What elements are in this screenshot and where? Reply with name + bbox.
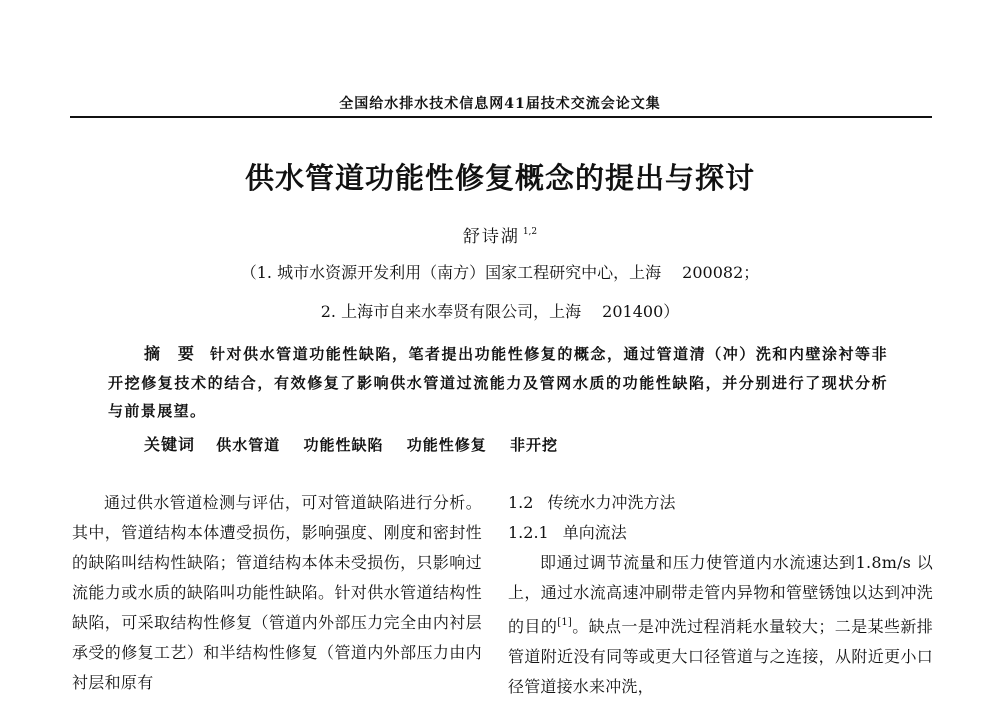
affiliation-1: （1. 城市水资源开发利用（南方）国家工程研究中心，上海 200082； <box>240 263 760 282</box>
author-name: 舒诗湖 <box>462 227 520 247</box>
abstract-text: 针对供水管道功能性缺陷，笔者提出功能性修复的概念，通过管道清（冲）洗和内壁涂衬等非开挖修复技术的结合，有效修复了影响供水管道过流能力及管网水质的功能性缺陷，并分别进行了现状分析与前景展望。 <box>108 345 889 420</box>
body-column-right <box>508 488 933 702</box>
body-paragraph <box>508 548 933 702</box>
keywords-label: 关键词 <box>144 435 196 454</box>
keyword-item: 供水管道 <box>216 436 281 454</box>
subsection-number: 1.2.1 <box>508 523 549 542</box>
paragraph-text: 即通过调节流量和压力使管道内水流速达到1.8m/s 以上，通过水流高速冲刷带走管内异物和管壁锈蚀以达到冲洗的目的 <box>508 553 933 636</box>
section-number: 1.2 <box>508 493 534 512</box>
abstract-label: 摘 要 <box>144 344 200 363</box>
paper-title: 供水管道功能性修复概念的提出与探讨 <box>244 161 755 195</box>
section-heading <box>508 488 933 518</box>
section-title: 传统水力冲洗方法 <box>547 493 676 512</box>
header-rule <box>70 116 932 118</box>
author-affiliation-marks: 1,2 <box>522 227 538 237</box>
abstract <box>108 340 888 426</box>
keywords <box>144 432 576 455</box>
paragraph-text: 。缺点一是冲洗过程消耗水量较大；二是某些新排管道附近没有同等或更大口径管道与之连接，从附近更小口径管道接水来冲洗， <box>508 617 933 696</box>
keyword-item: 功能性缺陷 <box>303 436 384 454</box>
keyword-item: 非开挖 <box>510 436 559 454</box>
subsection-title: 单向流法 <box>562 523 627 542</box>
keyword-item: 功能性修复 <box>406 436 487 454</box>
subsection-heading <box>508 518 933 548</box>
body-paragraph: 通过供水管道检测与评估，可对管道缺陷进行分析。其中，管道结构本体遭受损伤，影响强度、刚度和密封性的缺陷叫结构性缺陷；管道结构本体未受损伤，只影响过流能力或水质的缺陷叫功能性缺陷。针对供水管道结构性缺陷，可采取结构性修复（管道内外部压力完全由内衬层承受的修复工艺）和半结构性修复（管道内外部压力由内衬层和原有 <box>72 493 482 692</box>
reference-marker[interactable]: [1] <box>557 617 572 628</box>
author-line <box>70 222 930 247</box>
body-column-left <box>72 488 482 698</box>
running-header: 全国给水排水技术信息网41届技术交流会论文集 <box>339 96 661 112</box>
affiliation-2: 2. 上海市自来水奉贤有限公司，上海 201400） <box>320 302 680 321</box>
